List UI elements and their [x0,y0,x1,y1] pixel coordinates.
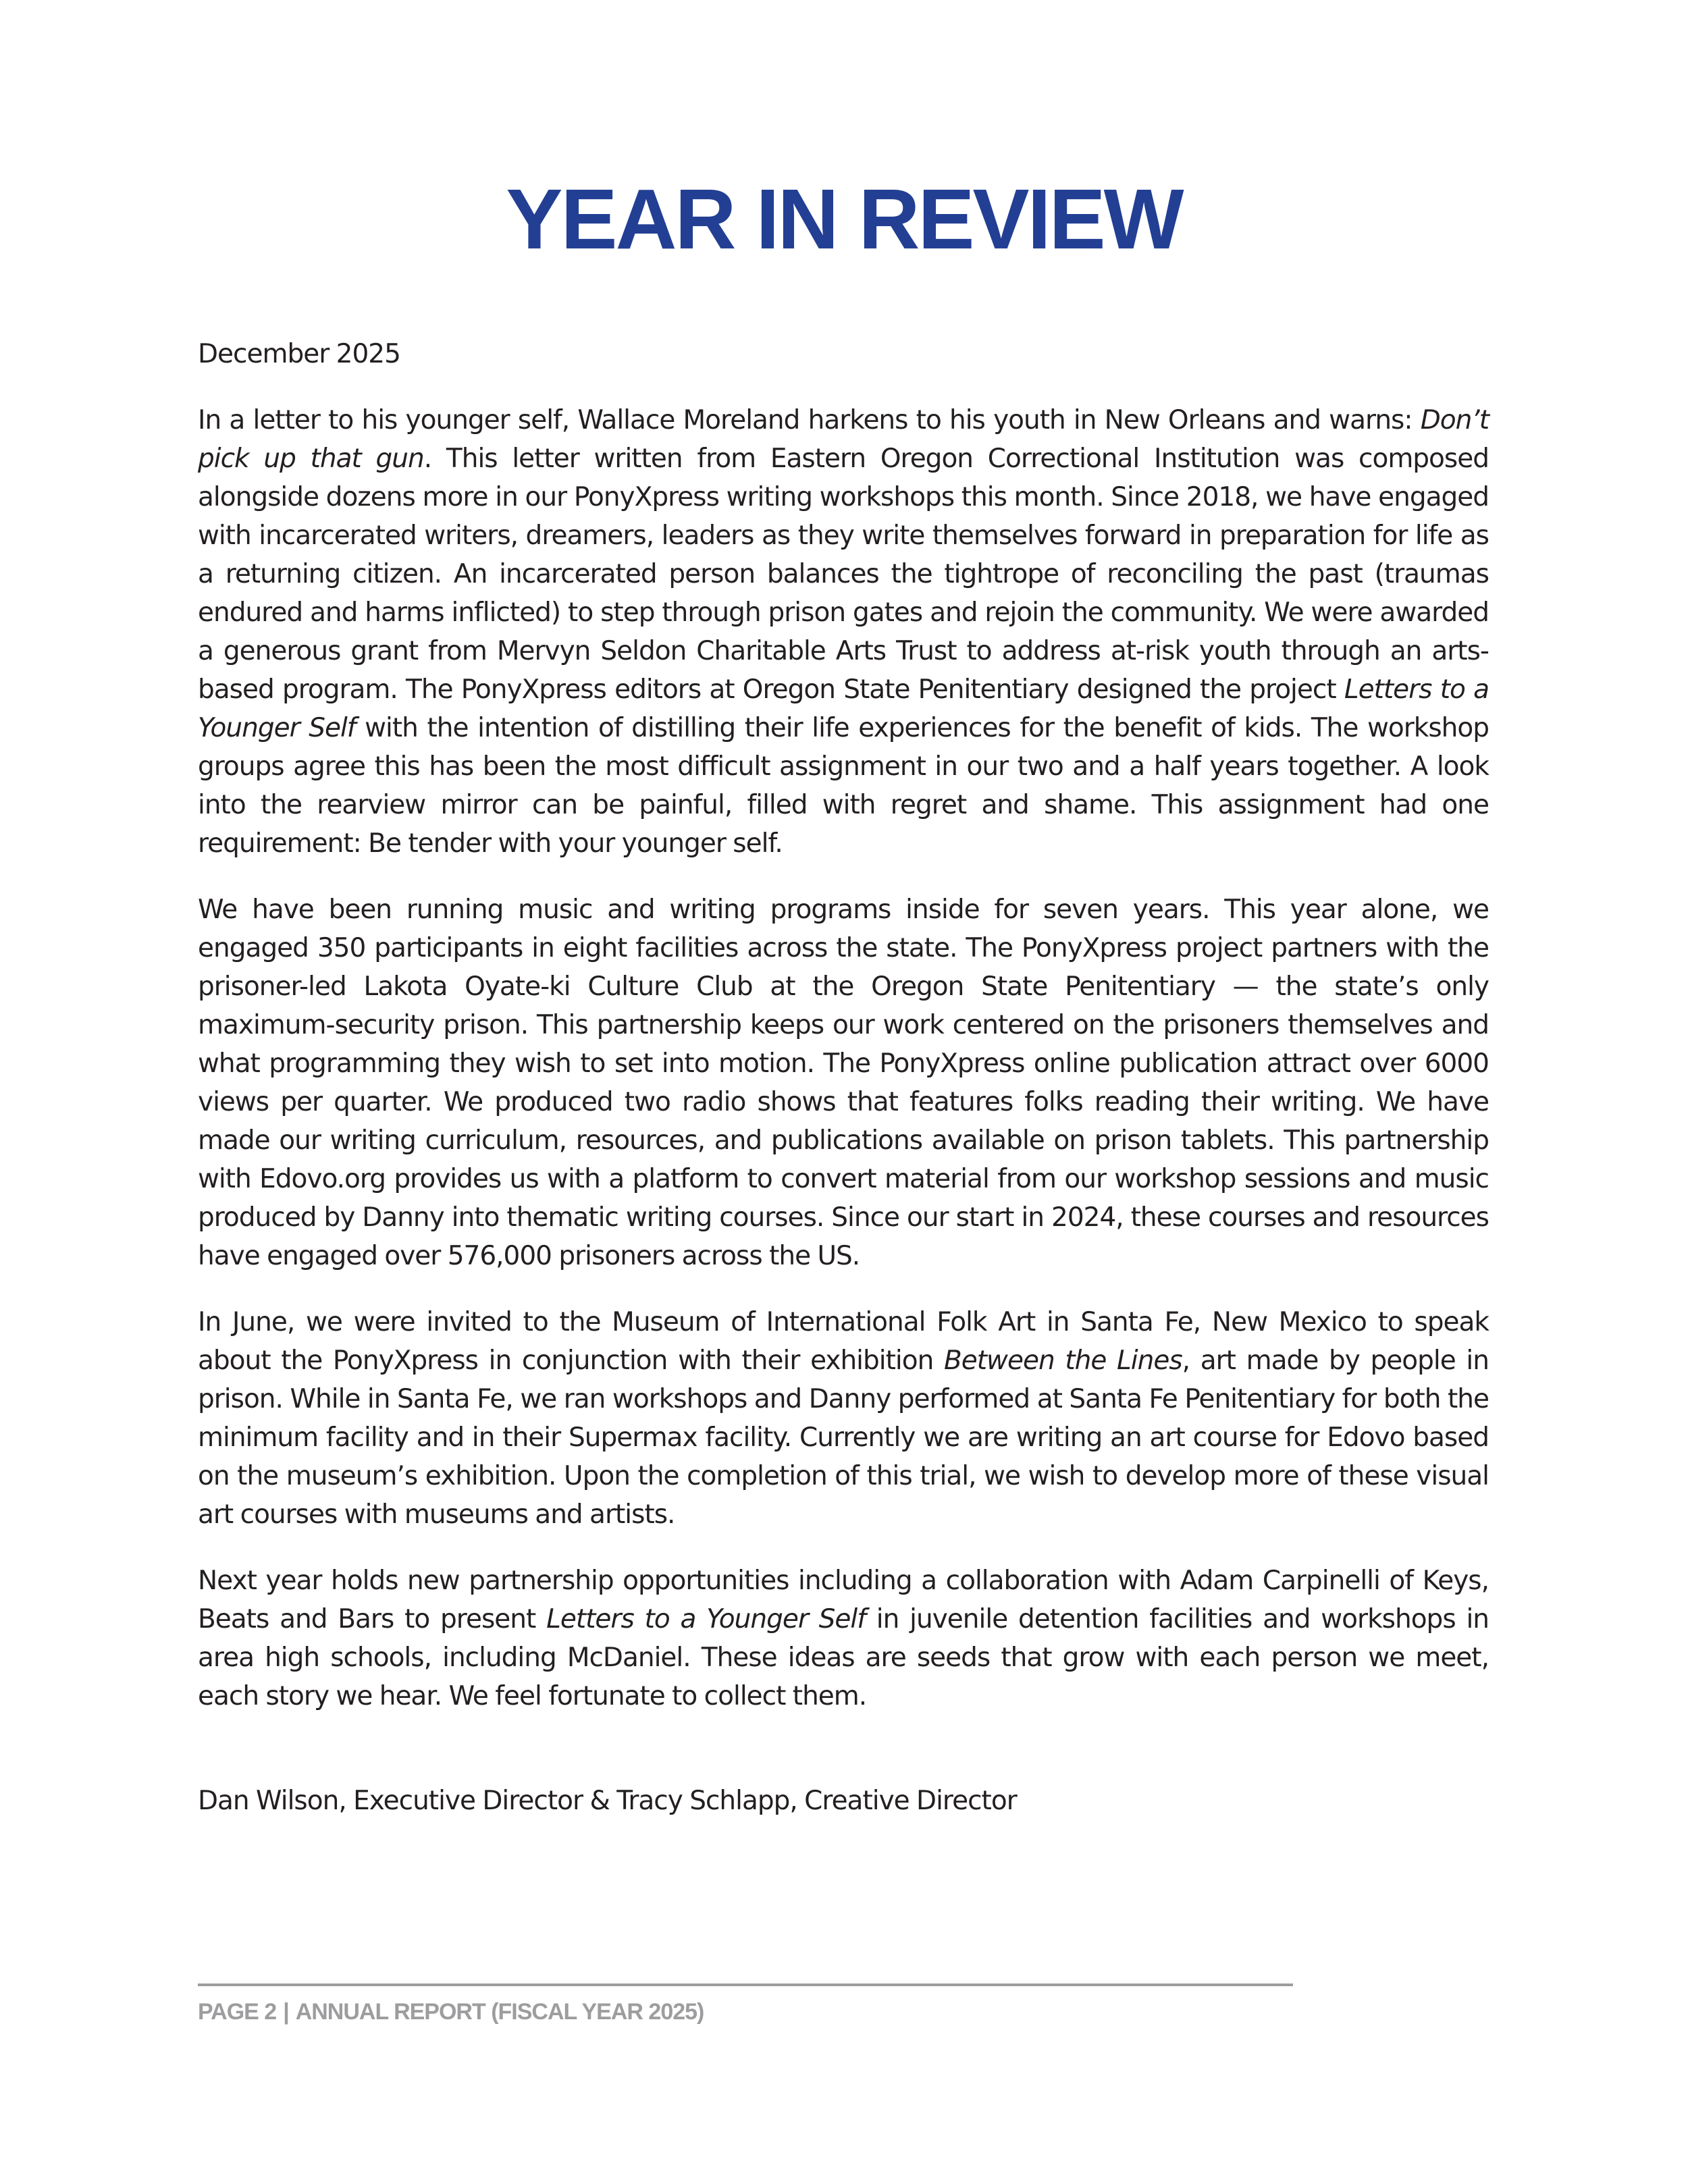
paragraph-next-year [198,1562,1489,1715]
paragraph-text: in juvenile detention facilities and workshops in area high schools, including McDaniel. These ideas are seeds that grow with each person we meet, each story we hear. We feel fortunate to collect them. [198,1604,1489,1711]
paragraph-text: with the intention of distilling their life experiences for the benefit of kids. The workshop groups agree this has been the most difficult assignment in our two and a half years together. A look into the rearview mirror can be painful, filled with regret and shame. This assignment had one requirement: Be tender with your younger self. [198,713,1489,859]
footer-separator: | [283,1999,289,2025]
italic-quote: Don’t pick up that gun [198,405,1489,474]
paragraph-intro [198,401,1489,863]
paragraph-text: In June, we were invited to the Museum of International Folk Art in Santa Fe, New Mexico to speak about the PonyXpress in conjunction with their exhibition [198,1307,1489,1376]
footer-divider [198,1983,1293,1986]
italic-exhibition-title: Between the Lines [944,1346,1182,1376]
signature-line: Dan Wilson, Executive Director & Tracy Schlapp, Creative Director [198,1786,1017,1816]
italic-project-title: Letters to a Younger Self [198,674,1489,743]
paragraph-programs: We have been running music and writing programs inside for seven years. This year alone, we engaged 350 participants in eight facilities across the state. The PonyXpress project partners with the prisoner-led Lakota Oyate-ki Culture Club at the Oregon State Penitentiary — the state’s only maximum-security prison. This partnership keeps our work centered on the prisoners themselves and what programming they wish to set into motion. The PonyXpress online publication attract over 6000 views per quarter. We produced two radio shows that features folks reading their writing. We have made our writing curriculum, resources, and publications available on prison tablets. This partnership with Edovo.org provides us with a platform to convert material from our workshop sessions and music produced by Danny into thematic writing courses. Since our start in 2024, these courses and resources have engaged over 576,000 prisoners across the US. [198,895,1489,1271]
paragraph-text: , art made by people in prison. While in Santa Fe, we ran workshops and Danny performed at Santa Fe Penitentiary for both the minimum facility and in their Supermax facility. Currently we are writing an art course for Edovo based on the museum’s exhibition. Upon the completion of this trial, we wish to develop more of these visual art courses with museums and artists. [198,1346,1489,1530]
page-title: YEAR IN REVIEW [506,171,1182,267]
page-footer [198,1998,704,2025]
paragraph-text: Next year holds new partnership opportunities including a collaboration with Adam Carpinelli of Keys, Beats and Bars to present [198,1566,1489,1634]
letter-body [198,335,1489,1848]
letter-date: December 2025 [198,339,400,369]
italic-project-title: Letters to a Younger Self [546,1604,866,1634]
report-label: ANNUAL REPORT (FISCAL YEAR 2025) [295,1999,704,2025]
paragraph-text: . This letter written from Eastern Oregon Correctional Institution was composed alongside dozens more in our PonyXpress writing workshops this month. Since 2018, we have engaged with incarcerated writers, dreamers, leaders as they write themselves forward in preparation for life as a returning citizen. An incarcerated person balances the tightrope of reconciling the past (traumas endured and harms inflicted) to step through prison gates and rejoin the community. We were awarded a generous grant from Mervyn Seldon Charitable Arts Trust to address at-risk youth through an arts-based program. The PonyXpress editors at Oregon State Penitentiary designed the project [198,444,1489,705]
paragraph-museum [198,1303,1489,1534]
paragraph-text: In a letter to his younger self, Wallace Moreland harkens to his youth in New Orleans and warns: [198,405,1421,435]
page-number: PAGE 2 [198,1999,277,2025]
